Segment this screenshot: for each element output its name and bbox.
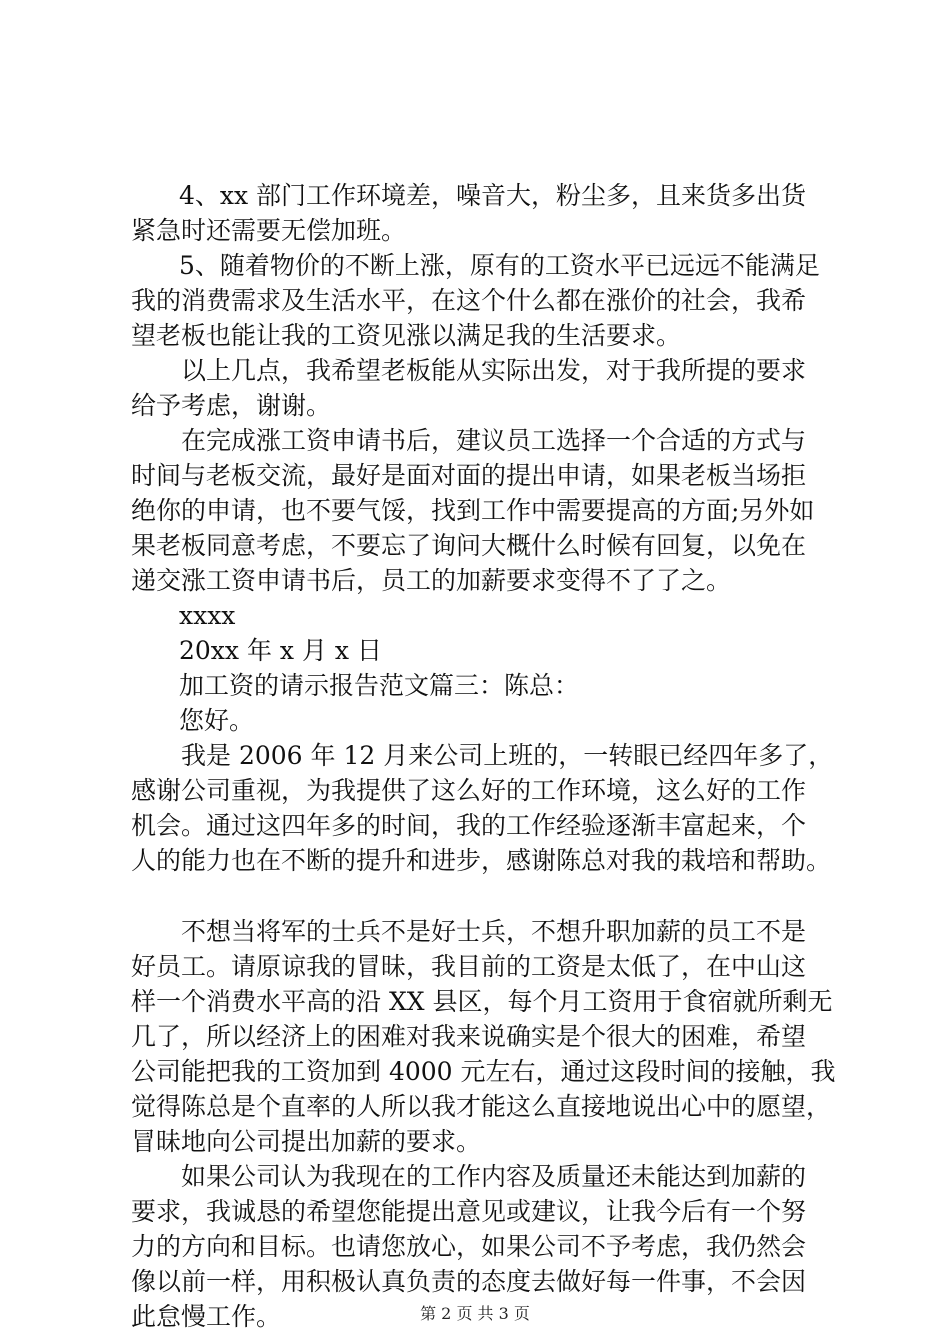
paragraph-line: 人的能力也在不断的提升和进步，感谢陈总对我的栽培和帮助。	[131, 846, 832, 875]
paragraph-line: 望老板也能让我的工资见涨以满足我的生活要求。	[131, 321, 682, 350]
document-body	[131, 178, 836, 1334]
signature-date: 20xx 年 x 月 x 日	[179, 636, 382, 665]
paragraph-spacer	[131, 878, 836, 914]
paragraph-line: 觉得陈总是个直率的人所以我才能这么直接地说出心中的愿望，	[131, 1092, 832, 1121]
paragraph-line: 递交涨工资申请书后，员工的加薪要求变得不了了之。	[131, 566, 732, 595]
paragraph-line: 冒昧地向公司提出加薪的要求。	[131, 1127, 482, 1156]
paragraph-line: 此怠慢工作。	[131, 1302, 282, 1331]
paragraph-line: 力的方向和目标。也请您放心，如果公司不予考虑，我仍然会	[131, 1232, 807, 1261]
paragraph-line: 如果公司认为我现在的工作内容及质量还未能达到加薪的	[181, 1162, 807, 1191]
paragraph-line: 我是 2006 年 12 月来公司上班的，一转眼已经四年多了，	[181, 741, 834, 770]
paragraph-line: 公司能把我的工资加到 4000 元左右，通过这段时间的接触，我	[131, 1057, 836, 1086]
paragraph-line: 5、随着物价的不断上涨，原有的工资水平已远远不能满足	[179, 251, 820, 280]
paragraph-line: 好员工。请原谅我的冒昧，我目前的工资是太低了，在中山这	[131, 952, 807, 981]
paragraph-line: 我的消费需求及生活水平，在这个什么都在涨价的社会，我希	[131, 286, 807, 315]
paragraph-line: 时间与老板交流，最好是面对面的提出申请，如果老板当场拒	[131, 461, 807, 490]
paragraph-line: 4、xx 部门工作环境差，噪音大，粉尘多，且来货多出货	[179, 181, 807, 210]
signature-name: xxxx	[179, 601, 236, 630]
greeting-line: 您好。	[179, 706, 255, 735]
paragraph-line: 像以前一样，用积极认真负责的态度去做好每一件事，不会因	[131, 1267, 807, 1296]
paragraph-line: 要求，我诚恳的希望您能提出意见或建议，让我今后有一个努	[131, 1197, 807, 1226]
paragraph-line: 在完成涨工资申请书后，建议员工选择一个合适的方式与	[181, 426, 807, 455]
paragraph-line: 几了，所以经济上的困难对我来说确实是个很大的困难，希望	[131, 1022, 807, 1051]
paragraph-line: 感谢公司重视，为我提供了这么好的工作环境，这么好的工作	[131, 776, 807, 805]
paragraph-line: 给予考虑，谢谢。	[131, 391, 332, 420]
paragraph-line: 样一个消费水平高的沿 XX 县区，每个月工资用于食宿就所剩无	[131, 987, 833, 1016]
paragraph-line: 绝你的申请，也不要气馁，找到工作中需要提高的方面;另外如	[131, 496, 815, 525]
paragraph-line: 紧急时还需要无偿加班。	[131, 216, 407, 245]
paragraph-line: 以上几点，我希望老板能从实际出发，对于我所提的要求	[181, 356, 807, 385]
section-heading: 加工资的请示报告范文篇三：陈总：	[179, 671, 580, 700]
paragraph-line: 不想当将军的士兵不是好士兵，不想升职加薪的员工不是	[181, 917, 807, 946]
page-footer	[0, 1304, 950, 1324]
page-number-label: 第 2 页 共 3 页	[420, 1304, 530, 1323]
paragraph-line: 果老板同意考虑，不要忘了询问大概什么时候有回复，以免在	[131, 531, 807, 560]
paragraph-line: 机会。通过这四年多的时间，我的工作经验逐渐丰富起来，个	[131, 811, 807, 840]
